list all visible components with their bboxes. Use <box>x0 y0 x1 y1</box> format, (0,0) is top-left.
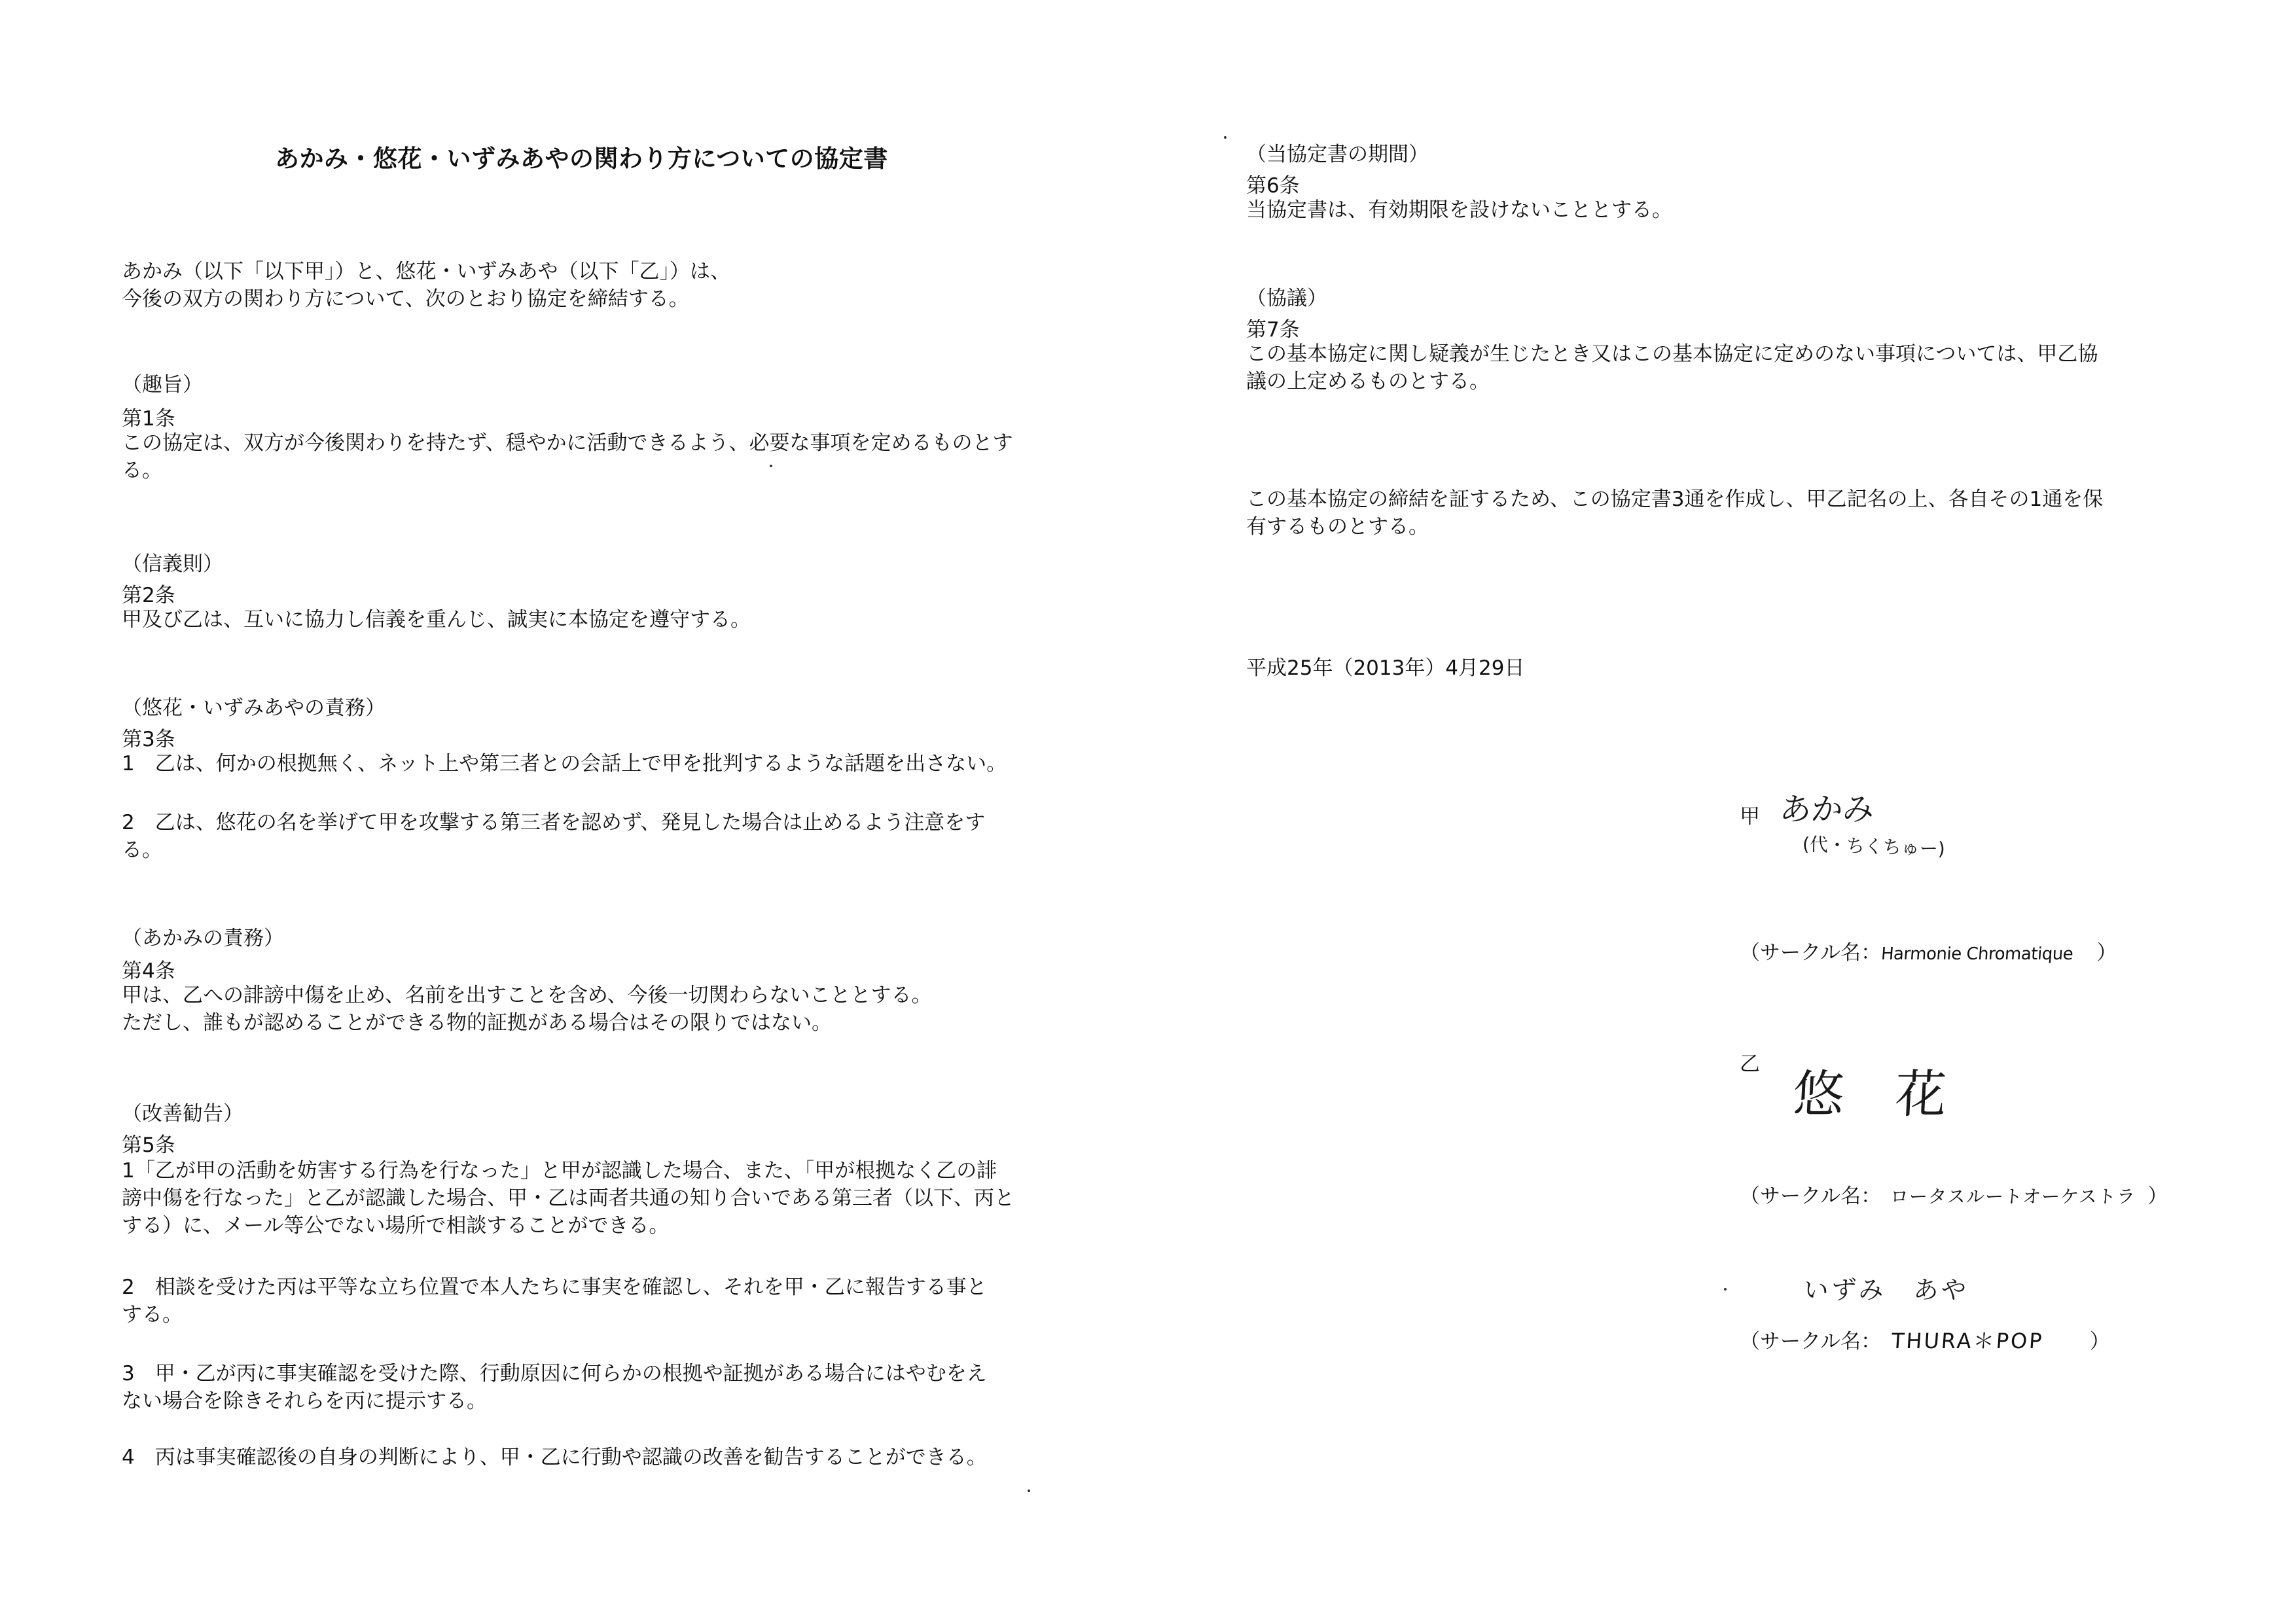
article-4-heading: （あかみの責務） <box>122 927 284 950</box>
article-4-line: 甲は、乙への誹謗中傷を止め、名前を出すことを含め、今後一切関わらないこととする。 <box>122 984 932 1007</box>
article-2-number: 第2条 <box>122 584 175 607</box>
article-3-item-2 <box>122 809 985 864</box>
article-7-heading: （協議） <box>1246 287 1327 310</box>
party-b-label: 乙 <box>1740 1052 1760 1076</box>
article-5-number: 第5条 <box>122 1133 175 1157</box>
article-7-number: 第7条 <box>1246 318 1300 342</box>
party-c-handwritten-name: いずみ あや <box>1803 1275 1970 1304</box>
scan-speck <box>1724 1288 1727 1291</box>
article-3-item-1 <box>122 750 1007 777</box>
article-3-heading: （悠花・いずみあやの責務） <box>122 696 386 720</box>
article-2-body <box>122 606 751 633</box>
scan-speck <box>1028 1489 1030 1492</box>
article-5-item-line: 3 甲・乙が丙に事実確認を受けた際、行動原因に何らかの根拠や証拠がある場合にはやむをえ <box>122 1362 987 1385</box>
article-5-item-line: 謗中傷を行なった」と乙が認識した場合、甲・乙は両者共通の知り合いである第三者（以下、丙と <box>122 1186 1014 1210</box>
preamble-line: 今後の双方の関わり方について、次のとおり協定を締結する。 <box>122 287 689 311</box>
party-a-label: 甲 <box>1740 805 1760 829</box>
party-a-handwritten-name: あかみ <box>1778 791 1876 828</box>
article-7-body <box>1246 340 2098 395</box>
article-3-number: 第3条 <box>122 728 175 751</box>
article-5-item-1 <box>122 1157 1014 1240</box>
article-4-number: 第4条 <box>122 959 175 983</box>
article-5-item-line: ない場合を除きそれらを丙に提示する。 <box>122 1389 487 1413</box>
closing-statement <box>1246 486 2103 541</box>
article-4-body <box>122 982 932 1037</box>
article-3-item-line: 2 乙は、悠花の名を挙げて甲を攻撃する第三者を認めず、発見した場合は止めるよう注意をす <box>122 811 986 834</box>
circle-suffix: ） <box>2089 1330 2110 1353</box>
circle-suffix: ） <box>2147 1185 2168 1208</box>
closing-line: 有するものとする。 <box>1246 515 1429 539</box>
circle-prefix: （サークル名： <box>1740 1330 1882 1353</box>
article-5-item-3 <box>122 1360 987 1415</box>
party-a-proxy-note: (代・ちくちゅー) <box>1802 833 1946 860</box>
party-a-circle-name: Harmonie Chromatique <box>1880 944 2074 964</box>
article-2-heading: （信義則） <box>122 552 223 576</box>
party-a-circle-line <box>1740 936 2117 965</box>
article-3-item-line: る。 <box>122 838 162 862</box>
document-title: あかみ・悠花・いずみあやの関わり方についての協定書 <box>275 145 888 173</box>
article-6-number: 第6条 <box>1246 174 1300 198</box>
article-5-item-line: する）に、メール等公でない場所で相談することができる。 <box>122 1214 670 1238</box>
circle-prefix: （サークル名： <box>1740 1185 1882 1208</box>
party-c-circle-line <box>1740 1325 2110 1355</box>
article-1-number: 第1条 <box>122 407 175 431</box>
article-5-item-line: 4 丙は事実確認後の自身の判断により、甲・乙に行動や認識の改善を勧告することができる。 <box>122 1446 987 1469</box>
article-1-body <box>122 429 1013 484</box>
article-4-line: ただし、誰もが認めることができる物的証拠がある場合はその限りではない。 <box>122 1011 832 1035</box>
article-5-item-4 <box>122 1444 987 1471</box>
circle-prefix: （サークル名： <box>1740 941 1882 965</box>
article-6-line: 当協定書は、有効期限を設けないこととする。 <box>1246 198 1672 222</box>
closing-line: この基本協定の締結を証するため、この協定書3通を作成し、甲乙記名の上、各自その1通を保 <box>1246 488 2104 511</box>
article-1-line: この協定は、双方が今後関わりを持たず、穏やかに活動できるよう、必要な事項を定めるものとす <box>122 431 1013 455</box>
preamble-line: あかみ（以下「以下甲」）と、悠花・いずみあや（以下「乙」）は、 <box>122 260 730 283</box>
article-3-item-line: 1 乙は、何かの根拠無く、ネット上や第三者との会話上で甲を批判するような話題を出さない。 <box>122 752 1007 776</box>
article-5-item-line: する。 <box>122 1303 183 1327</box>
party-b-circle-name: ロータスルートオーケストラ <box>1889 1186 2137 1207</box>
article-7-line: この基本協定に関し疑義が生じたとき又はこの基本協定に定めのない事項については、甲乙協 <box>1246 342 2098 366</box>
article-5-heading: （改善勧告） <box>122 1102 243 1126</box>
article-6-body <box>1246 196 1672 224</box>
article-1-line: る。 <box>122 459 162 482</box>
article-5-item-2 <box>122 1274 987 1329</box>
article-5-item-line: 1「乙が甲の活動を妨害する行為を行なった」と甲が認識した場合、また、「甲が根拠なく乙の誹 <box>122 1159 997 1183</box>
article-2-line: 甲及び乙は、互いに協力し信義を重んじ、誠実に本協定を遵守する。 <box>122 608 751 632</box>
right-page <box>1148 0 2296 1623</box>
article-5-item-line: 2 相談を受けた丙は平等な立ち位置で本人たちに事実を確認し、それを甲・乙に報告する事と <box>122 1275 987 1299</box>
agreement-date: 平成25年（2013年）4月29日 <box>1246 656 1525 680</box>
scan-speck <box>770 465 772 467</box>
party-b-circle-line <box>1740 1179 2168 1209</box>
party-c-circle-name: THURA＊POP <box>1890 1329 2045 1353</box>
article-7-line: 議の上定めるものとする。 <box>1246 370 1490 393</box>
preamble <box>122 258 730 313</box>
party-b-handwritten-name: 悠 花 <box>1791 1065 1948 1124</box>
scan-speck <box>1224 136 1227 139</box>
article-1-heading: （趣旨） <box>122 373 203 397</box>
article-6-heading: （当協定書の期間） <box>1246 143 1429 166</box>
circle-suffix: ） <box>2096 941 2117 965</box>
